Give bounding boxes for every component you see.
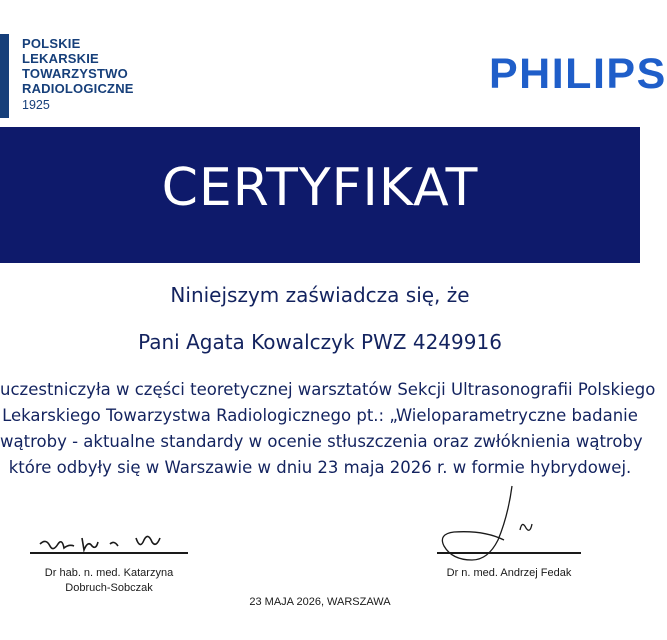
org-logo-line: RADIOLOGICZNE [22,81,134,96]
org-logo-line: TOWARZYSTWO [22,66,128,81]
body-line: Lekarskiego Towarzystwa Radiologicznego pt.: „Wieloparametryczne badanie [2,406,638,425]
signature-right [436,486,556,576]
org-logo-line: LEKARSKIE [22,51,99,66]
recipient-name: Pani Agata Kowalczyk PWZ 4249916 [138,330,502,354]
signatory-left-name: Dobruch-Sobczak [65,582,153,594]
intro-text: Niniejszym zaświadcza się, że [170,283,470,307]
body-line: uczestniczyła w części teoretycznej warsztatów Sekcji Ultrasonografii Polskiego [0,380,656,399]
issue-date-place: 23 MAJA 2026, WARSZAWA [249,596,391,608]
signatory-left [30,566,188,596]
signatory-left-title: Dr hab. n. med. Katarzyna [44,567,174,579]
title-banner [0,127,640,263]
signatory-right [437,566,581,581]
signature-line-left [30,552,188,554]
body-line: wątroby - aktualne standardy w ocenie stłuszczenia oraz zwłóknienia wątroby [0,432,643,451]
org-logo-text [22,36,134,96]
org-logo-bar [0,34,9,118]
body-line: które odbyły się w Warszawie w dniu 23 maja 2026 r. w formie hybrydowej. [8,458,632,477]
certificate-title: CERTYFIKAT [161,158,479,218]
org-logo-year: 1925 [22,98,50,112]
signatory-right-title: Dr n. med. Andrzej Fedak [446,567,572,579]
sponsor-logo: PHILIPS [489,50,667,98]
signature-left [36,534,196,558]
org-logo-line: POLSKIE [22,36,81,51]
signature-line-right [437,552,581,554]
